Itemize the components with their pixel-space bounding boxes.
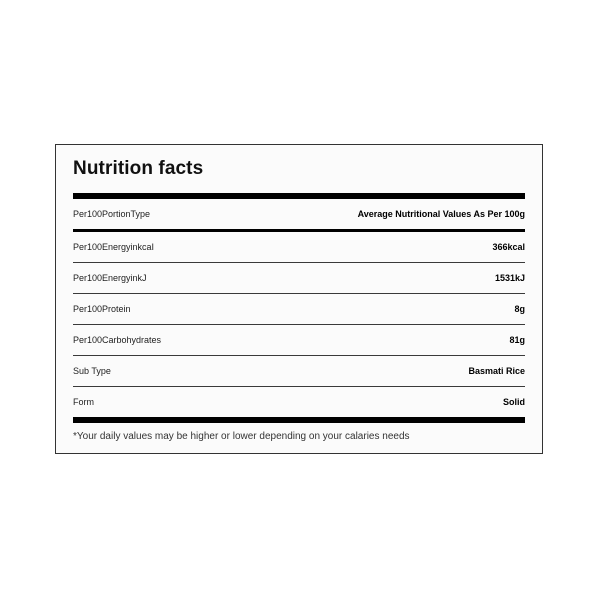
nutrition-row (73, 263, 525, 293)
nutrition-row-value: 1531kJ (494, 273, 525, 283)
nutrition-row (73, 294, 525, 324)
nutrition-row-label: Sub Type (73, 366, 111, 376)
nutrition-row (73, 325, 525, 355)
nutrition-row-value: Solid (503, 397, 525, 407)
portion-type-row (73, 199, 525, 229)
nutrition-row-label: Per100Protein (73, 304, 131, 314)
daily-values-footnote: *Your daily values may be higher or lower depending on your calaries needs (73, 431, 410, 442)
nutrition-row-label: Per100EnergyinkcaI (73, 242, 155, 252)
nutrition-row-value: Basmati Rice (468, 366, 525, 376)
nutrition-row (73, 387, 525, 417)
nutrition-row-label: Per100Carbohydrates (73, 335, 162, 345)
nutrition-row-value: 8g (514, 304, 525, 314)
portion-type-label: Per100PortionType (73, 209, 151, 219)
nutrition-row-value: 81g (509, 335, 525, 345)
nutrition-row-label: Per100EnergyinkJ (73, 273, 147, 283)
nutrition-row-value: 366kcal (492, 242, 525, 252)
nutrition-row (73, 232, 525, 262)
bottom-divider (73, 417, 525, 423)
nutrition-facts-title: Nutrition facts (73, 158, 204, 179)
portion-type-value: Average Nutritional Values As Per 100g (357, 209, 525, 219)
nutrition-facts-panel (55, 144, 543, 454)
nutrition-row (73, 356, 525, 386)
nutrition-row-label: Form (73, 397, 94, 407)
